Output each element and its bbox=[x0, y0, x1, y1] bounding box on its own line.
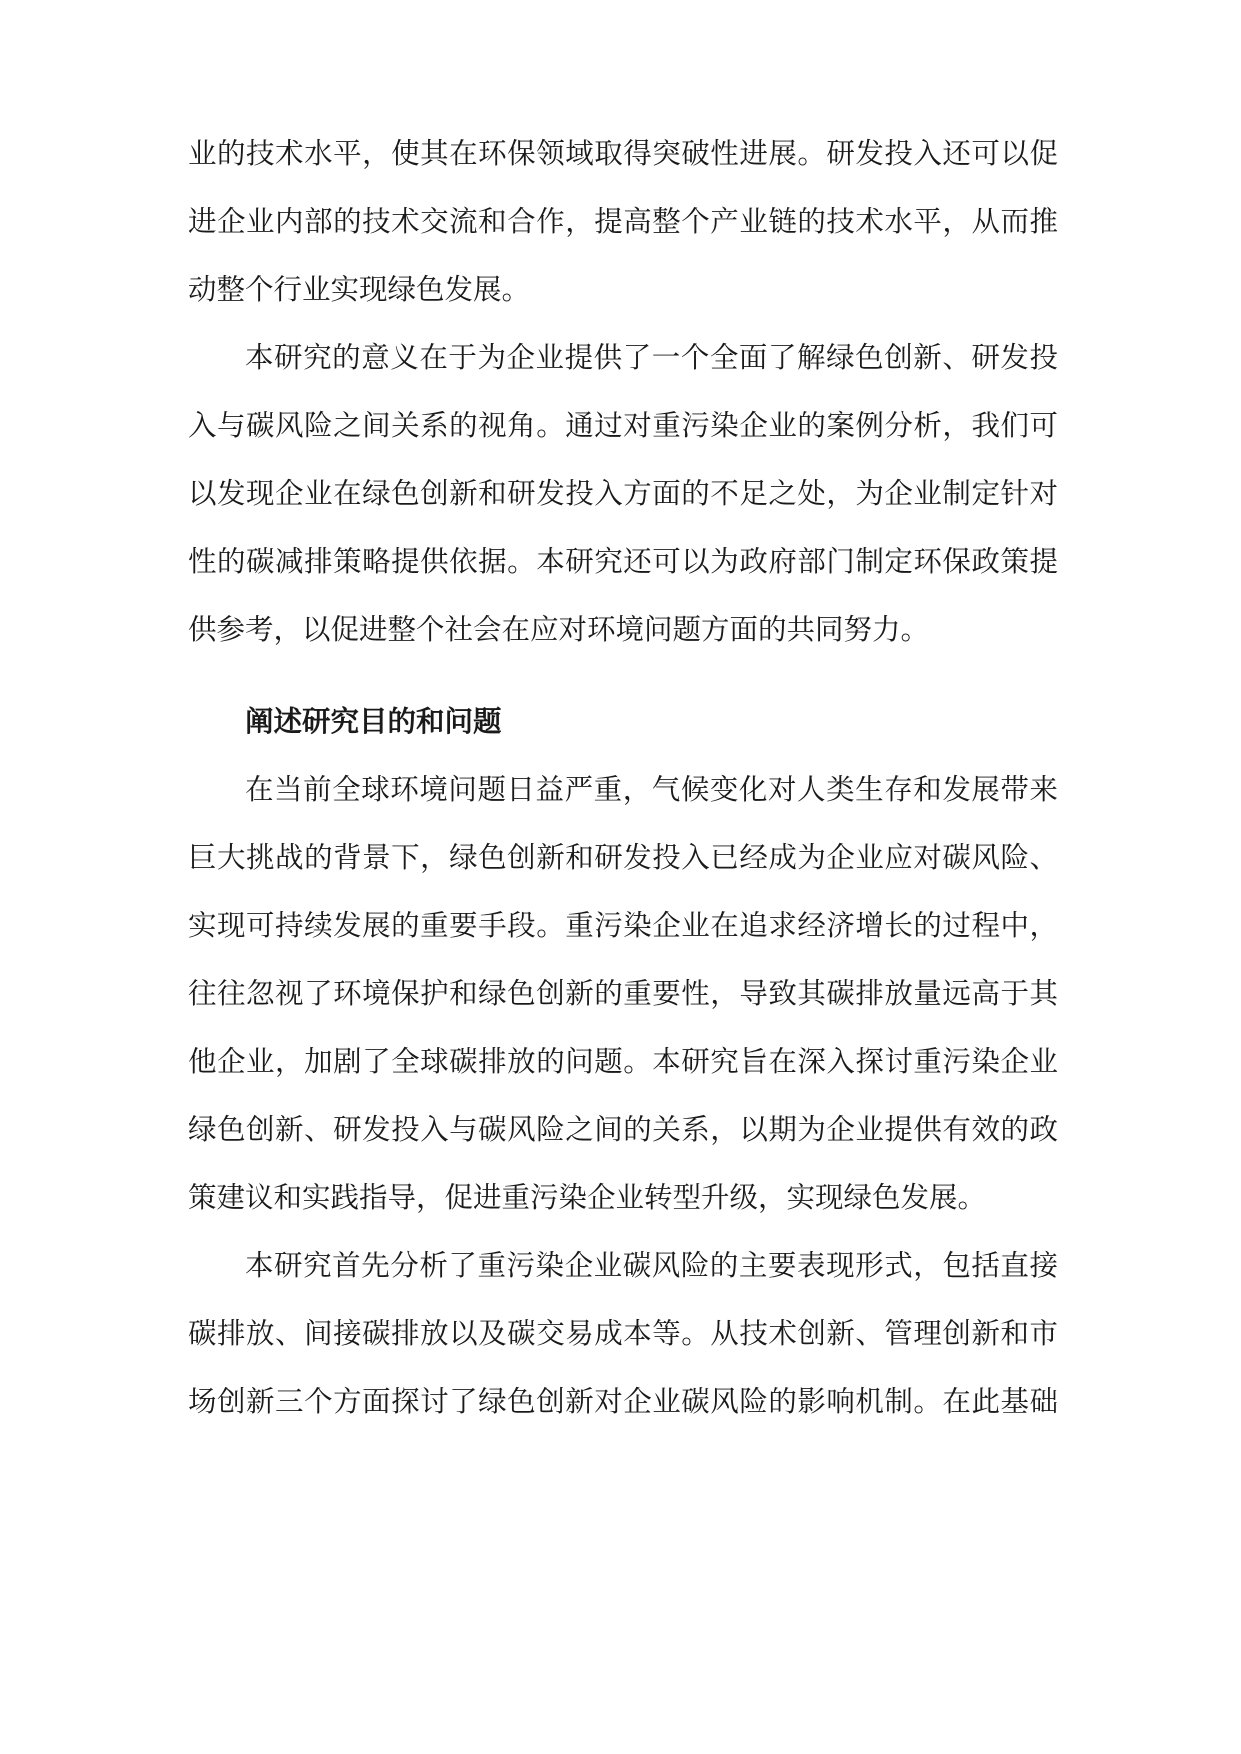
paragraph-line: 动整个行业实现绿色发展。 bbox=[188, 273, 531, 306]
paragraph-line: 供参考，以促进整个社会在应对环境问题方面的共同努力。 bbox=[188, 613, 930, 646]
paragraph-line: 性的碳减排策略提供依据。本研究还可以为政府部门制定环保政策提 bbox=[188, 545, 1058, 578]
paragraph-line: 场创新三个方面探讨了绿色创新对企业碳风险的影响机制。在此基础 bbox=[188, 1385, 1058, 1418]
paragraph-line: 本研究首先分析了重污染企业碳风险的主要表现形式，包括直接 bbox=[245, 1249, 1058, 1282]
paragraph-line: 实现可持续发展的重要手段。重污染企业在追求经济增长的过程中， bbox=[188, 909, 1058, 942]
paragraph-line: 进企业内部的技术交流和合作，提高整个产业链的技术水平，从而推 bbox=[188, 205, 1058, 238]
paragraph-line: 本研究的意义在于为企业提供了一个全面了解绿色创新、研发投 bbox=[245, 341, 1058, 374]
paragraph-line: 以发现企业在绿色创新和研发投入方面的不足之处，为企业制定针对 bbox=[188, 477, 1058, 510]
paragraph-line: 绿色创新、研发投入与碳风险之间的关系，以期为企业提供有效的政 bbox=[188, 1113, 1058, 1146]
paragraph-line: 业的技术水平，使其在环保领域取得突破性进展。研发投入还可以促 bbox=[188, 137, 1058, 170]
paragraph-line: 入与碳风险之间关系的视角。通过对重污染企业的案例分析，我们可 bbox=[188, 409, 1058, 442]
section-heading: 阐述研究目的和问题 bbox=[245, 704, 502, 738]
paragraph-line: 巨大挑战的背景下，绿色创新和研发投入已经成为企业应对碳风险、 bbox=[188, 841, 1058, 874]
paragraph-line: 碳排放、间接碳排放以及碳交易成本等。从技术创新、管理创新和市 bbox=[188, 1317, 1058, 1350]
paragraph-line: 在当前全球环境问题日益严重，气候变化对人类生存和发展带来 bbox=[245, 773, 1058, 806]
paragraph-line: 往往忽视了环境保护和绿色创新的重要性，导致其碳排放量远高于其 bbox=[188, 977, 1058, 1010]
paragraph-line: 他企业，加剧了全球碳排放的问题。本研究旨在深入探讨重污染企业 bbox=[188, 1045, 1058, 1078]
paragraph-line: 策建议和实践指导，促进重污染企业转型升级，实现绿色发展。 bbox=[188, 1181, 987, 1214]
